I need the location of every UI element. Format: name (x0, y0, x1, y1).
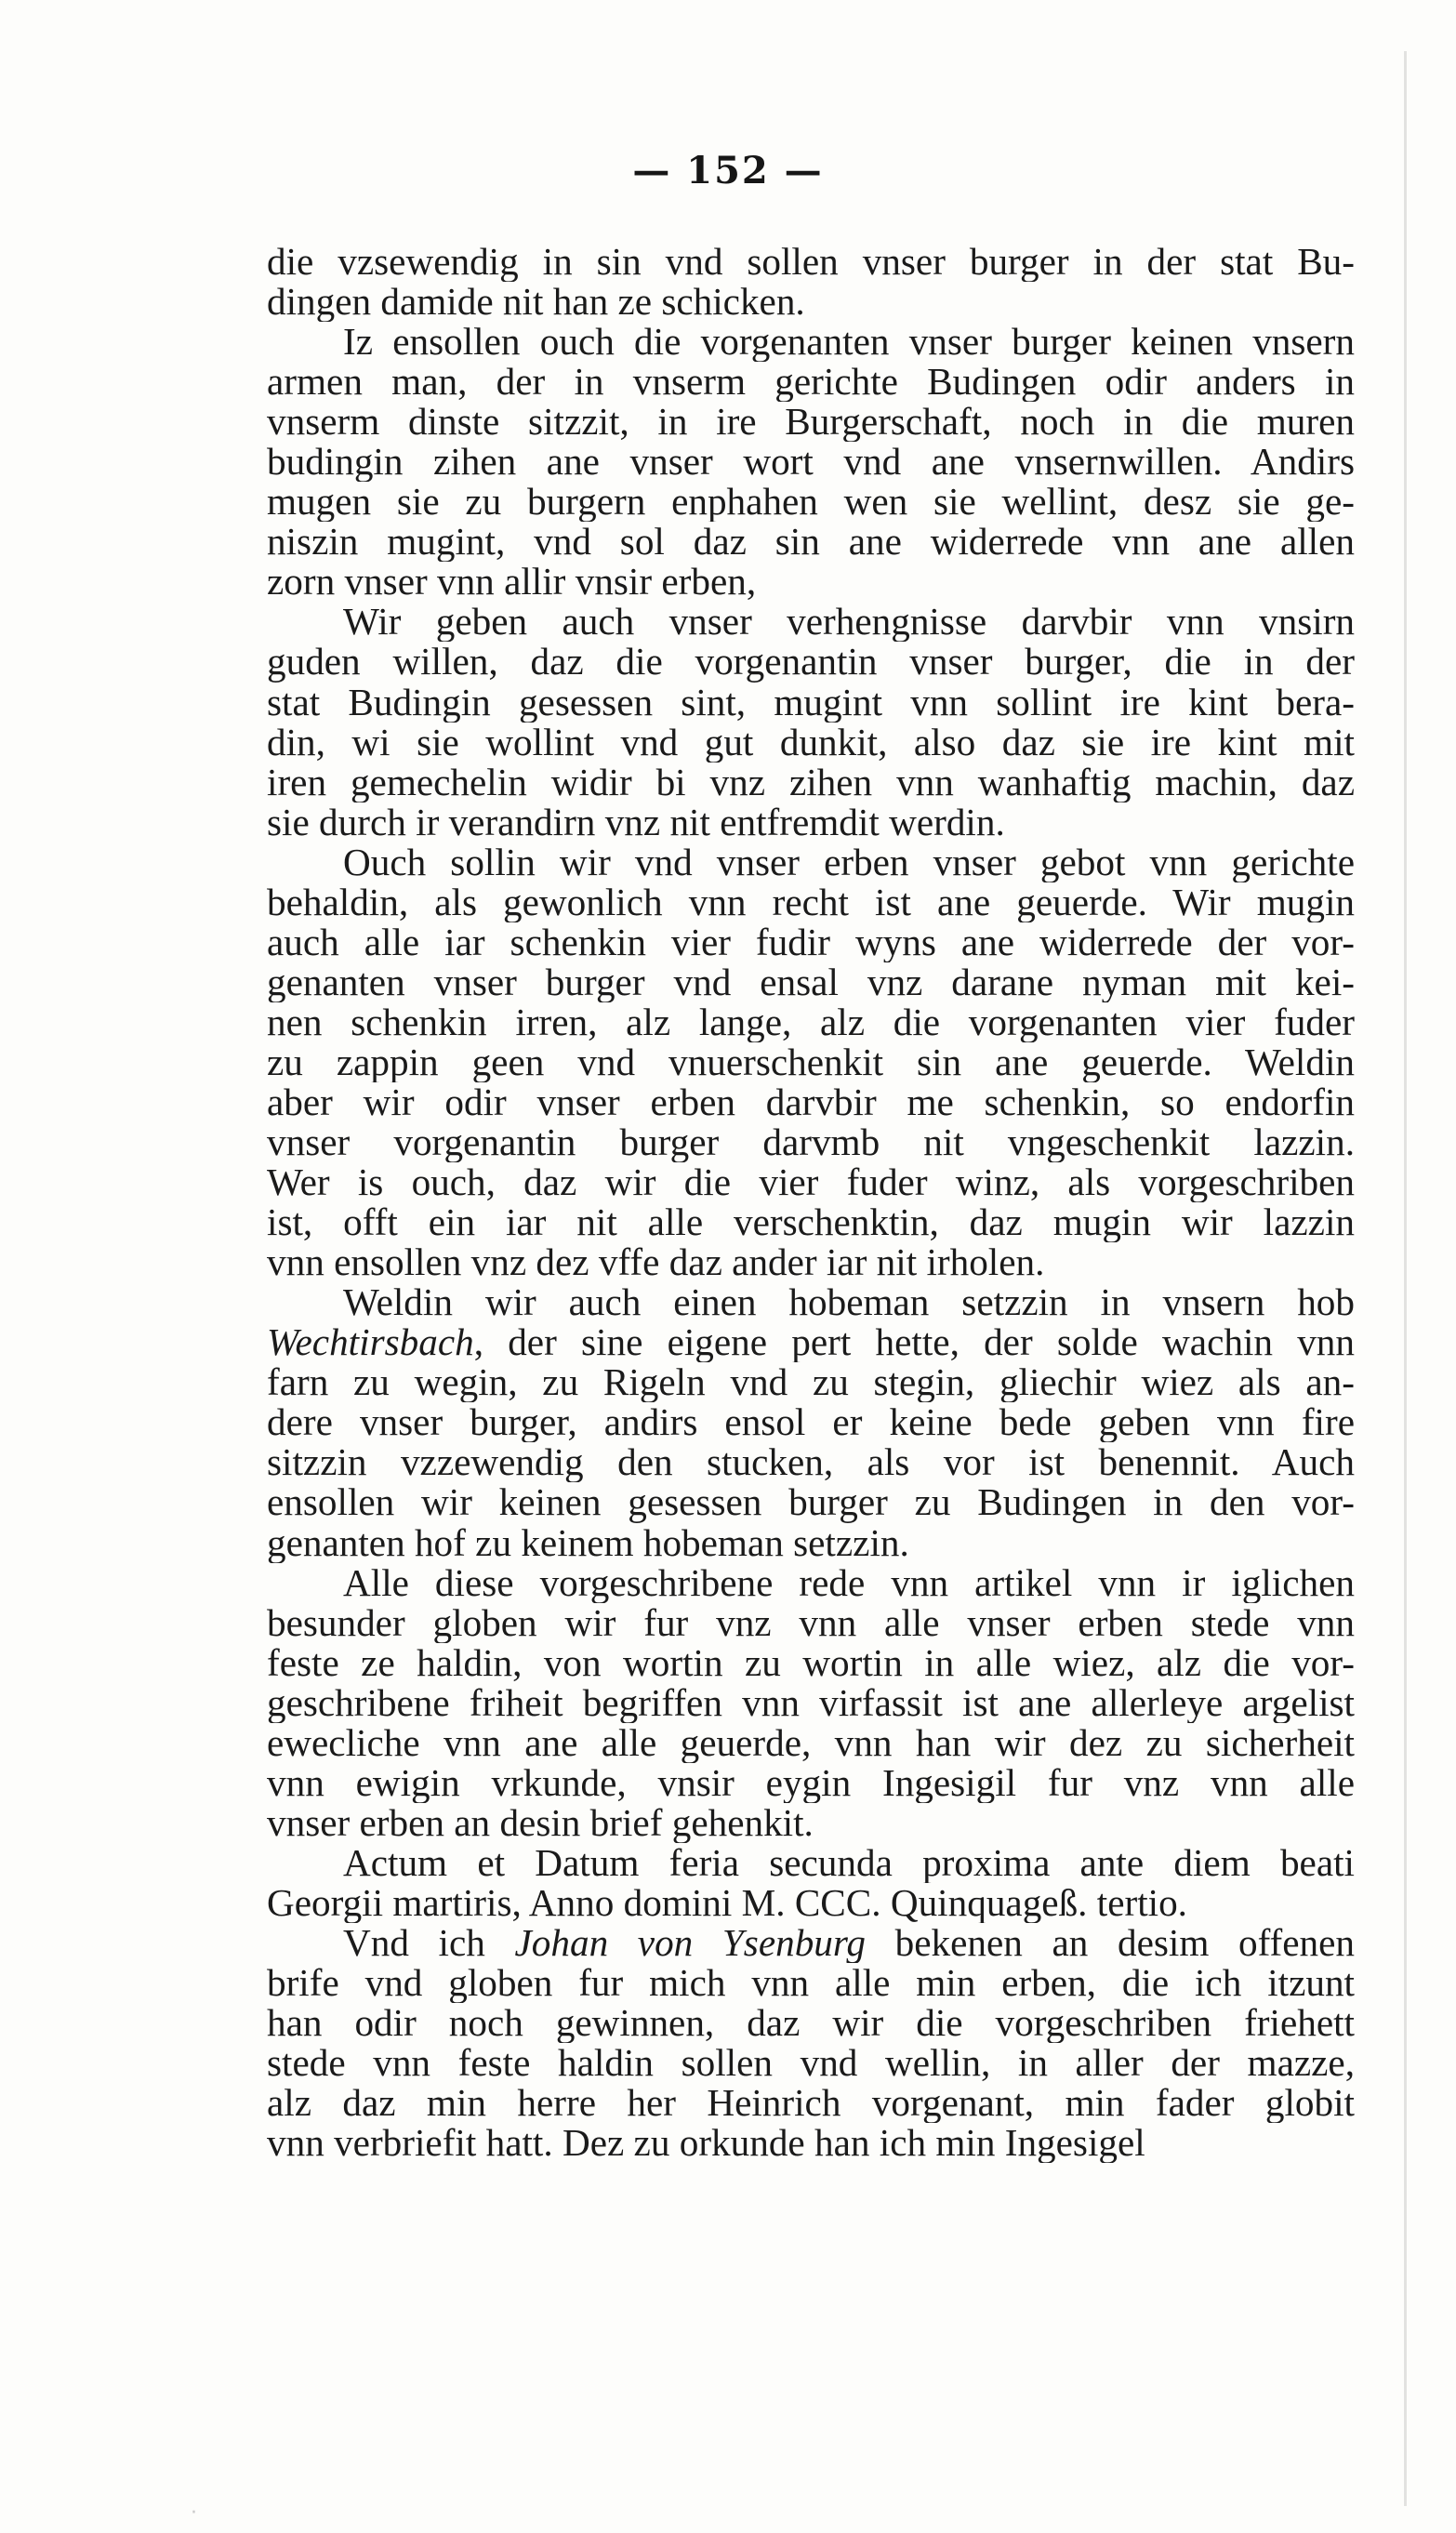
body-text (267, 242, 1355, 2163)
text-line: geschribene friheit begriffen vnn virfassit ist ane allerleye argelist (267, 1682, 1355, 1723)
text-line: vnn ewigin vrkunde, vnsir eygin Ingesigil fur vnz vnn alle (267, 1762, 1355, 1803)
text-line: Actum et Datum feria secunda proxima ante diem beati (343, 1842, 1355, 1883)
scan-speck: · (191, 2501, 197, 2525)
text-line: vnn verbriefit hatt. Dez zu orkunde han ich min Ingesigel (267, 2123, 1145, 2164)
italic-name: Johan von Ysenburg (514, 1922, 866, 1964)
text-line: besunder globen wir fur vnz vnn alle vnser erben stede vnn (267, 1602, 1355, 1643)
text-line: Alle diese vorgeschribene rede vnn artikel vnn ir iglichen (343, 1562, 1355, 1603)
text-line: ist, offt ein iar nit alle verschenktin, daz mugin wir lazzin (267, 1202, 1355, 1243)
text-line: brife vnd globen fur mich vnn alle min erben, die ich itzunt (267, 1963, 1355, 2004)
text-line: auch alle iar schenkin vier fudir wyns ane widerrede der vor- (267, 922, 1355, 962)
text-line: niszin mugint, vnd sol daz sin ane widerrede vnn ane allen (267, 522, 1355, 563)
text-line: budingin zihen ane vnser wort vnd ane vnsernwillen. Andirs (267, 442, 1355, 483)
text-line: Vnd ich Johan von Ysenburg bekenen an desim offenen (343, 1922, 1355, 1964)
text-line: zorn vnser vnn allir vnsir erben, (267, 562, 757, 603)
italic-name: Wechtirsbach (267, 1322, 474, 1363)
text-line: iren gemechelin widir bi vnz zihen vnn wanhaftig machin, daz (267, 762, 1355, 802)
text-line: armen man, der in vnserm gerichte Budingen odir anders in (267, 362, 1355, 403)
text-line: sie durch ir verandirn vnz nit entfremdit werdin. (267, 802, 1005, 842)
page-edge-shadow (1404, 51, 1407, 2506)
text-line: farn zu wegin, zu Rigeln vnd zu stegin, gliechir wiez als an- (267, 1362, 1355, 1403)
text-line: vnn ensollen vnz dez vffe daz ander iar nit irholen. (267, 1242, 1045, 1283)
text-line: die vzsewendig in sin vnd sollen vnser burger in der stat Bu- (267, 242, 1355, 283)
text-line: Wir geben auch vnser verhengnisse darvbir vnn vnsirn (343, 602, 1355, 643)
text-line: dere vnser burger, andirs ensol er keine bede geben vnn fire (267, 1402, 1355, 1443)
text-line: behaldin, als gewonlich vnn recht ist ane geuerde. Wir mugin (267, 882, 1355, 922)
text-line: aber wir odir vnser erben darvbir me schenkin, so endorfin (267, 1081, 1355, 1123)
text-line: vnser erben an desin brief gehenkit. (267, 1802, 814, 1843)
text-line: genanten vnser burger vnd ensal vnz darane nyman mit kei- (267, 961, 1355, 1002)
text-line: Iz ensollen ouch die vorgenanten vnser burger keinen vnsern (343, 322, 1355, 363)
text-line: Georgii martiris, Anno domini M. CCC. Quinquageß. tertio. (267, 1882, 1187, 1923)
text-line: dingen damide nit han ze schicken. (267, 282, 805, 323)
text-line: stat Budingin gesessen sint, mugint vnn sollint ire kint bera- (267, 682, 1355, 723)
text-line: din, wi sie wollint vnd gut dunkit, also daz sie ire kint mit (267, 722, 1355, 763)
text-line: feste ze haldin, von wortin zu wortin in alle wiez, alz die vor- (267, 1642, 1355, 1683)
text-line: sitzzin vzzewendig den stucken, als vor ist benennit. Auch (267, 1442, 1355, 1483)
text-line: Wer is ouch, daz wir die vier fuder winz, als vorgeschriben (267, 1162, 1355, 1203)
text-line: stede vnn feste haldin sollen vnd wellin, in aller der mazze, (267, 2043, 1355, 2084)
page-number: — 152 — (632, 149, 824, 192)
text-line: alz daz min herre her Heinrich vorgenant, min fader globit (267, 2083, 1355, 2124)
text-line: ewecliche vnn ane alle geuerde, vnn han wir dez zu sicherheit (267, 1722, 1355, 1763)
text-line: genanten hof zu keinem hobeman setzzin. (267, 1522, 909, 1563)
text-line: guden willen, daz die vorgenantin vnser burger, die in der (267, 642, 1355, 683)
text-line: Weldin wir auch einen hobeman setzzin in vnsern hob (343, 1282, 1355, 1323)
text-line: Ouch sollin wir vnd vnser erben vnser gebot vnn gerichte (343, 842, 1355, 882)
text-line: han odir noch gewinnen, daz wir die vorgeschriben friehett (267, 2003, 1355, 2044)
text-line: ensollen wir keinen gesessen burger zu Budingen in den vor- (267, 1482, 1355, 1523)
text-line: vnserm dinste sitzzit, in ire Burgerschaft, noch in die muren (267, 402, 1355, 443)
text-line: zu zappin geen vnd vnuerschenkit sin ane geuerde. Weldin (267, 1041, 1355, 1082)
text-line: mugen sie zu burgern enphahen wen sie wellint, desz sie ge- (267, 482, 1355, 523)
text-line: Wechtirsbach, der sine eigene pert hette, der solde wachin vnn (267, 1322, 1355, 1363)
text-line: nen schenkin irren, alz lange, alz die vorgenanten vier fuder (267, 1001, 1355, 1042)
text-line: vnser vorgenantin burger darvmb nit vngeschenkit lazzin. (267, 1122, 1355, 1163)
